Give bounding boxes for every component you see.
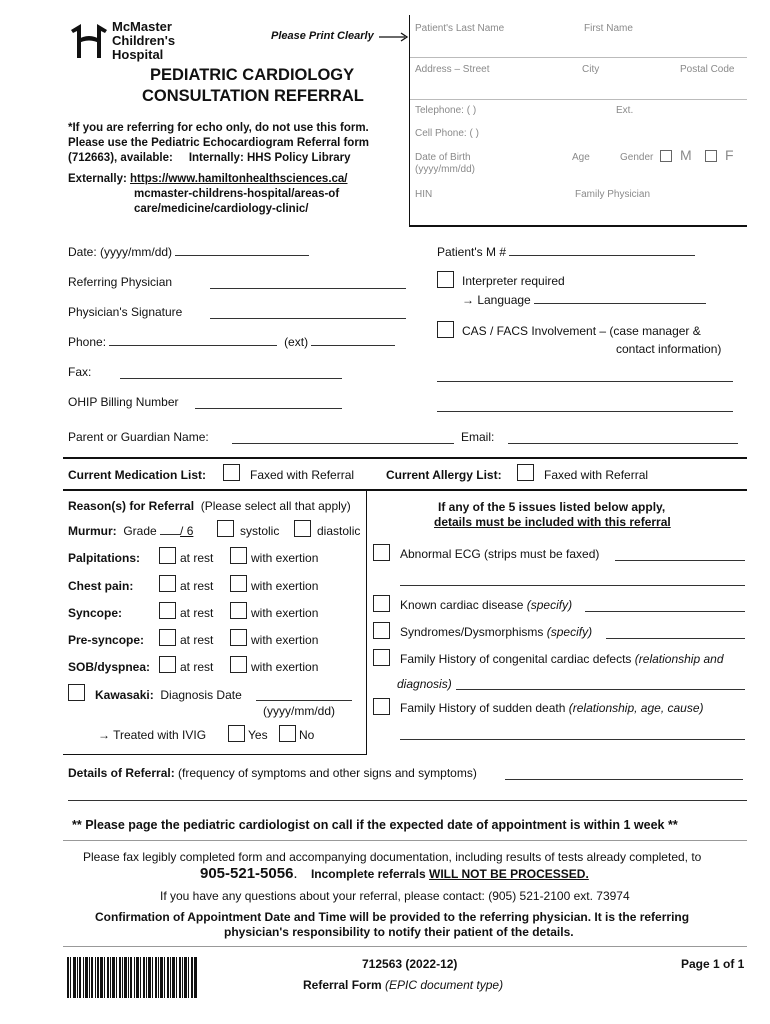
family-history-sudden-death-checkbox[interactable] — [373, 698, 390, 715]
medication-faxed-checkbox[interactable] — [223, 464, 240, 481]
fax-number: 905-521-5056 — [200, 865, 294, 882]
phone-ext-line — [311, 335, 395, 346]
hin-label: HIN — [415, 189, 433, 200]
fax-label: Fax: — [68, 365, 92, 379]
reasons-title-note: (Please select all that apply) — [200, 499, 351, 513]
ivig-yes-label: Yes — [248, 728, 268, 742]
syndromes-input[interactable] — [606, 638, 745, 639]
cas-facs-checkbox[interactable] — [437, 321, 454, 338]
fax-input[interactable] — [120, 378, 342, 379]
ext-label: Ext. — [616, 105, 634, 116]
syncope-exertion-checkbox[interactable] — [230, 602, 247, 619]
echo-note-line3 — [68, 151, 369, 166]
details-label — [68, 766, 477, 780]
sob-at-rest-checkbox[interactable] — [159, 656, 176, 673]
chest-pain-exertion-label: with exertion — [251, 579, 319, 593]
ivig-no-label: No — [299, 728, 315, 742]
ivig-yes-checkbox[interactable] — [228, 725, 245, 742]
form-name: Referral Form — [303, 978, 382, 992]
abnormal-ecg-input-line2[interactable] — [400, 585, 745, 586]
family-history-relationship: (relationship and — [634, 652, 724, 666]
gender-label: Gender — [620, 152, 654, 163]
family-history-congenital-input[interactable] — [456, 689, 745, 690]
form-title-line2: CONSULTATION REFERRAL — [142, 87, 364, 105]
divider — [410, 99, 747, 100]
gender-f-label: F — [725, 147, 734, 163]
patient-m-line — [509, 245, 695, 256]
details-note: (frequency of symptoms and other signs and symptoms) — [178, 766, 477, 780]
guardian-label: Parent or Guardian Name: — [68, 430, 209, 444]
date-line — [175, 245, 309, 256]
postal-code-label: Postal Code — [680, 64, 735, 75]
chest-pain-exertion-checkbox[interactable] — [230, 575, 247, 592]
incomplete-referrals-text: Incomplete referrals — [310, 867, 426, 881]
known-cardiac-disease-input[interactable] — [585, 611, 745, 612]
chest-pain-at-rest-label: at rest — [180, 579, 214, 593]
presyncope-exertion-label: with exertion — [251, 633, 319, 647]
kawasaki-checkbox[interactable] — [68, 684, 85, 701]
kawasaki-row — [95, 688, 242, 702]
signature-label: Physician's Signature — [68, 305, 183, 319]
grade-label: Grade — [123, 524, 157, 538]
patient-m-number-field[interactable] — [437, 245, 695, 259]
dob-text: Date of Birth — [415, 152, 471, 163]
diastolic-label: diastolic — [317, 524, 361, 538]
presyncope-label: Pre-syncope: — [68, 633, 145, 647]
echo-note-form-number: (712663), available: — [68, 152, 173, 164]
hospital-name — [112, 20, 175, 62]
abnormal-ecg-checkbox[interactable] — [373, 544, 390, 561]
grade-input[interactable] — [160, 524, 180, 535]
address-label: Address – Street — [415, 64, 490, 75]
palpitations-exertion-label: with exertion — [251, 551, 319, 565]
known-cardiac-disease-checkbox[interactable] — [373, 595, 390, 612]
diastolic-checkbox[interactable] — [294, 520, 311, 537]
issues-title-line1: If any of the 5 issues listed below apply, — [438, 500, 666, 514]
echo-note-internal: Internally: HHS Policy Library — [188, 152, 351, 164]
phone-label: Phone: — [68, 335, 107, 349]
diagnosis-date-format: (yyyy/mm/dd) — [263, 704, 335, 718]
page-cardiologist-notice: ** Please page the pediatric cardiologist on call if the expected date of appointment is within 1 week ** — [72, 818, 678, 832]
language-line — [534, 293, 706, 304]
date-field[interactable] — [68, 245, 309, 259]
palpitations-at-rest-checkbox[interactable] — [159, 547, 176, 564]
sob-at-rest-label: at rest — [180, 660, 214, 674]
abnormal-ecg-input[interactable] — [615, 560, 745, 561]
palpitations-at-rest-label: at rest — [180, 551, 214, 565]
confirmation-line2: physician's responsibility to notify their patient of the details. — [224, 925, 574, 939]
echo-note — [68, 121, 369, 166]
family-history-congenital-label — [400, 652, 724, 666]
form-name-row — [303, 978, 503, 992]
age-label: Age — [572, 152, 590, 163]
known-cardiac-disease-label — [400, 598, 572, 612]
footer-divider — [63, 946, 747, 947]
interpreter-label: Interpreter required — [462, 274, 565, 288]
family-physician-label: Family Physician — [575, 189, 651, 200]
presyncope-exertion-checkbox[interactable] — [230, 629, 247, 646]
logo-line-1: McMaster — [112, 19, 172, 34]
syndromes-specify: (specify) — [546, 625, 593, 639]
ohip-input[interactable] — [195, 408, 342, 409]
grade-of-label: / 6 — [180, 524, 194, 538]
date-label: Date: — [68, 245, 97, 259]
details-input-line1[interactable] — [505, 779, 743, 780]
syncope-at-rest-checkbox[interactable] — [159, 602, 176, 619]
known-cardiac-text: Known cardiac disease — [400, 598, 524, 612]
sob-label: SOB/dyspnea: — [68, 660, 151, 674]
reasons-title — [68, 499, 351, 513]
presyncope-at-rest-label: at rest — [180, 633, 214, 647]
external-link-block — [68, 172, 348, 217]
details-title: Details of Referral: — [68, 766, 175, 780]
guardian-input[interactable] — [232, 443, 454, 444]
family-history-sudden-death-input[interactable] — [400, 739, 745, 740]
external-link[interactable]: https://www.hamiltonhealthsciences.ca/ — [130, 173, 348, 185]
patient-last-name-label: Patient's Last Name — [415, 23, 505, 34]
phone-line — [109, 335, 277, 346]
systolic-label: systolic — [240, 524, 280, 538]
allergy-label: Current Allergy List: — [386, 468, 502, 482]
patient-box-border — [409, 15, 410, 225]
syncope-at-rest-label: at rest — [180, 606, 214, 620]
murmur-label: Murmur: — [68, 524, 117, 538]
allergy-faxed-label: Faxed with Referral — [544, 468, 649, 482]
external-link-line2: mcmaster-childrens-hospital/areas-of — [134, 188, 340, 200]
palpitations-exertion-checkbox[interactable] — [230, 547, 247, 564]
ohip-label: OHIP Billing Number — [68, 395, 179, 409]
family-history-sudden-death-label — [400, 701, 704, 715]
form-title-line1: PEDIATRIC CARDIOLOGY — [150, 66, 355, 84]
abnormal-ecg-label: Abnormal ECG (strips must be faxed) — [400, 547, 600, 561]
systolic-checkbox[interactable] — [217, 520, 234, 537]
email-label: Email: — [461, 430, 495, 444]
not-processed-text: WILL NOT BE PROCESSED. — [429, 867, 589, 881]
cas-facs-contact-label: contact information) — [616, 342, 722, 356]
ivig-no-checkbox[interactable] — [279, 725, 296, 742]
palpitations-label: Palpitations: — [68, 551, 141, 565]
logo-line-3: Hospital — [112, 47, 164, 62]
language-label: → Language — [462, 293, 531, 307]
family-history-congenital-text: Family History of congenital cardiac defects — [400, 652, 632, 666]
known-cardiac-specify: (specify) — [526, 598, 573, 612]
cell-phone-label: Cell Phone: ( ) — [415, 128, 479, 139]
section-divider — [63, 457, 747, 459]
interpreter-checkbox[interactable] — [437, 271, 454, 288]
cas-facs-input-line1[interactable] — [437, 381, 733, 382]
syndromes-checkbox[interactable] — [373, 622, 390, 639]
echo-note-line1: *If you are referring for echo only, do not use this form. — [68, 122, 369, 134]
allergy-faxed-checkbox[interactable] — [517, 464, 534, 481]
phone-ext-label: (ext) — [284, 335, 309, 349]
form-type: (EPIC document type) — [385, 978, 504, 992]
ivig-label: → Treated with IVIG — [98, 728, 207, 742]
kawasaki-label: Kawasaki: — [95, 688, 154, 702]
medication-faxed-label: Faxed with Referral — [250, 468, 355, 482]
gender-m-checkbox[interactable] — [660, 150, 672, 162]
diagnosis-date-label: Diagnosis Date — [160, 688, 242, 702]
telephone-label: Telephone: ( ) — [415, 105, 477, 116]
gender-f-checkbox[interactable] — [705, 150, 717, 162]
reasons-title-text: Reason(s) for Referral — [68, 499, 195, 513]
confirmation-line1: Confirmation of Appointment Date and Time will be provided to the referring physician. It is the referring — [95, 910, 690, 924]
syncope-label: Syncope: — [68, 606, 123, 620]
sudden-death-details: (relationship, age, cause) — [568, 701, 704, 715]
family-history-congenital-checkbox[interactable] — [373, 649, 390, 666]
sudden-death-text: Family History of sudden death — [400, 701, 566, 715]
sob-exertion-checkbox[interactable] — [230, 656, 247, 673]
presyncope-at-rest-checkbox[interactable] — [159, 629, 176, 646]
page-number: Page 1 of 1 — [681, 957, 745, 971]
issues-title-line2: details must be included with this referral — [434, 515, 671, 529]
arrow-right-icon — [379, 32, 409, 42]
notice-divider — [63, 840, 747, 841]
syncope-exertion-label: with exertion — [251, 606, 319, 620]
hospital-logo-icon — [67, 22, 111, 60]
fax-instructions: Please fax legibly completed form and accompanying documentation, including results of tests already completed, to — [83, 850, 702, 864]
diagnosis-date-input[interactable] — [256, 700, 352, 701]
city-label: City — [582, 64, 600, 75]
details-input-line2[interactable] — [68, 800, 747, 801]
patient-box-bottom — [409, 225, 747, 227]
signature-input[interactable] — [210, 318, 406, 319]
phone-field[interactable] — [68, 335, 395, 349]
barcode-icon — [67, 957, 197, 998]
email-input[interactable] — [508, 443, 738, 444]
gender-m-label: M — [680, 147, 692, 163]
fax-number-row: 905-521-5056. Incomplete referrals WILL NOT BE PROCESSED. — [200, 865, 589, 882]
cas-facs-input-line2[interactable] — [437, 411, 733, 412]
dob-format: (yyyy/mm/dd) — [415, 164, 475, 175]
print-clearly-label: Please Print Clearly — [271, 30, 374, 42]
referring-physician-label: Referring Physician — [68, 275, 173, 289]
date-format: (yyyy/mm/dd) — [100, 245, 173, 259]
form-code: 712563 (2022-12) — [362, 957, 458, 971]
external-label: Externally: — [68, 173, 127, 185]
language-field[interactable] — [462, 293, 706, 307]
divider — [410, 57, 747, 58]
dob-label — [415, 152, 475, 176]
chest-pain-label: Chest pain: — [68, 579, 134, 593]
medication-label: Current Medication List: — [68, 468, 207, 482]
sob-exertion-label: with exertion — [251, 660, 319, 674]
murmur-row — [68, 524, 193, 538]
patient-m-label: Patient's M # — [437, 245, 506, 259]
echo-note-line2: Please use the Pediatric Echocardiogram Referral form — [68, 137, 370, 149]
referring-physician-input[interactable] — [210, 288, 406, 289]
cas-facs-label: CAS / FACS Involvement – (case manager & — [462, 324, 701, 338]
family-history-diagnosis-label: diagnosis) — [397, 677, 452, 691]
syndromes-label — [400, 625, 592, 639]
external-link-line3: care/medicine/cardiology-clinic/ — [134, 203, 309, 215]
first-name-label: First Name — [584, 23, 633, 34]
chest-pain-at-rest-checkbox[interactable] — [159, 575, 176, 592]
questions-contact: If you have any questions about your referral, please contact: (905) 521-2100 ext. 73974 — [160, 889, 630, 903]
logo-line-2: Children's — [112, 33, 176, 48]
syndromes-text: Syndromes/Dysmorphisms — [400, 625, 544, 639]
